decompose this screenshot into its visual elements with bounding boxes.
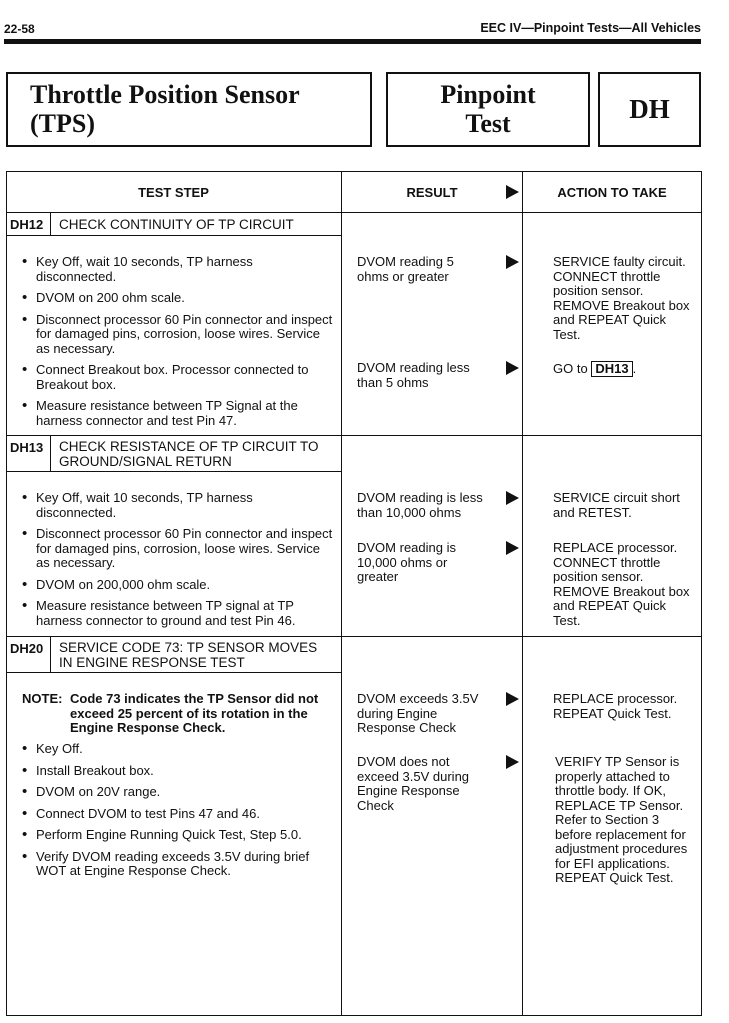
bullet-list-dh12 [22, 255, 334, 435]
bullet-item: • Disconnect processor 60 Pin connector and inspect for damaged pins, corrosion, loose wires. Service as necessary. [22, 313, 334, 357]
step-title-dh20 [59, 640, 339, 670]
arrow-icon [506, 185, 519, 199]
title-box-code: DH [598, 72, 701, 147]
bullet-item: • Perform Engine Running Quick Test, Step 5.0. [22, 828, 334, 843]
bullet-item: • Disconnect processor 60 Pin connector and inspect for damaged pins, corrosion, loose wires. Service as necessary. [22, 527, 334, 571]
col-divider-1 [341, 171, 342, 1016]
bullet-item: • Install Breakout box. [22, 764, 334, 779]
note-label: NOTE: [22, 691, 63, 706]
step-code-dh20: DH20 [10, 641, 44, 656]
step-title-rule-dh20 [6, 672, 342, 673]
arrow-icon [506, 255, 519, 269]
bullet-item: • Connect Breakout box. Processor connected to Breakout box. [22, 363, 334, 392]
goto-step-link[interactable]: DH13 [591, 361, 632, 377]
step-title-dh12 [59, 217, 339, 232]
bullet-item: • Connect DVOM to test Pins 47 and 46. [22, 807, 334, 822]
column-header-action: ACTION TO TAKE [557, 185, 667, 200]
step-code-divider-dh13 [50, 435, 51, 471]
arrow-icon [506, 491, 519, 505]
result-dh12-2: DVOM reading less than 5 ohms [357, 360, 470, 390]
result-dh20-2: DVOM does not exceed 3.5V during Engine Response Check [357, 754, 470, 813]
step-code-dh13: DH13 [10, 440, 44, 455]
arrow-icon [506, 692, 519, 706]
goto-prefix: GO to [553, 361, 588, 376]
bullet-item: • DVOM on 200 ohm scale. [22, 291, 334, 306]
step-title-line: GROUND/SIGNAL RETURN [59, 454, 232, 469]
step-title-dh13 [59, 439, 339, 469]
action-dh12-2 [553, 361, 693, 377]
step-code-divider-dh20 [50, 636, 51, 672]
pinpoint-line-1: Pinpoint [440, 80, 536, 109]
action-dh13-1: SERVICE circuit short and RETEST. [553, 490, 680, 520]
bullet-item: • Measure resistance between TP Signal at the harness connector and test Pin 47. [22, 399, 334, 428]
pinpoint-line-2: Test [465, 109, 511, 138]
header-rule [4, 39, 701, 44]
arrow-icon [506, 361, 519, 375]
step-divider-2 [6, 636, 702, 637]
result-dh20-1: DVOM exceeds 3.5V during Engine Response Check [357, 691, 479, 735]
column-header-result: RESULT [406, 185, 458, 200]
page-number: 22-58 [4, 22, 35, 36]
bullet-item: • DVOM on 20V range. [22, 785, 334, 800]
title-box-sensor [6, 72, 372, 147]
title-box-pinpoint [386, 72, 590, 147]
bullet-item: • Verify DVOM reading exceeds 3.5V during brief WOT at Engine Response Check. [22, 850, 334, 879]
goto-suffix: . [632, 361, 637, 376]
note-block [22, 692, 334, 736]
note-text: Code 73 indicates the TP Sensor did not exceed 25 percent of its rotation in the Engine Response Check. [70, 691, 319, 735]
bullet-item: • DVOM on 200,000 ohm scale. [22, 578, 334, 593]
action-dh13-2: REPLACE processor. CONNECT throttle position sensor. REMOVE Breakout box and REPEAT Quick Test. [553, 540, 690, 628]
running-head: EEC IV—Pinpoint Tests—All Vehicles [480, 21, 701, 35]
result-dh13-2: DVOM reading is 10,000 ohms or greater [357, 540, 456, 584]
step-title-line: IN ENGINE RESPONSE TEST [59, 655, 245, 670]
col-divider-2 [522, 171, 523, 1016]
bullet-item: • Measure resistance between TP signal at TP harness connector to ground and test Pin 46. [22, 599, 334, 628]
step-title-line: SERVICE CODE 73: TP SENSOR MOVES [59, 640, 318, 655]
result-dh13-1: DVOM reading is less than 10,000 ohms [357, 490, 483, 520]
step-title-rule-dh13 [6, 471, 342, 472]
step-code-dh12: DH12 [10, 217, 44, 232]
bullet-item: • Key Off. [22, 742, 334, 757]
step-title-line: CHECK RESISTANCE OF TP CIRCUIT TO [59, 439, 319, 454]
title-line-1: Throttle Position Sensor [30, 80, 300, 109]
arrow-icon [506, 755, 519, 769]
action-dh12-1: SERVICE faulty circuit. CONNECT throttle position sensor. REMOVE Breakout box and REPEAT Quick Test. [553, 254, 690, 342]
action-dh20-2: VERIFY TP Sensor is properly attached to throttle body. If OK, REPLACE TP Sensor. Refer to Section 3 before replacement for adjustment procedures for EFI applications. REPEAT Quick Test. [555, 754, 688, 885]
action-dh20-1: REPLACE processor. REPEAT Quick Test. [553, 691, 678, 721]
bullet-item: • Key Off, wait 10 seconds, TP harness disconnected. [22, 255, 334, 284]
step-title-line: CHECK CONTINUITY OF TP CIRCUIT [59, 217, 294, 232]
bullet-item: • Key Off, wait 10 seconds, TP harness disconnected. [22, 491, 334, 520]
arrow-icon [506, 541, 519, 555]
bullet-list-dh13 [22, 491, 334, 635]
result-dh12-1: DVOM reading 5 ohms or greater [357, 254, 454, 284]
step-divider-1 [6, 435, 702, 436]
step-title-rule-dh12 [6, 235, 342, 236]
title-line-2: (TPS) [30, 109, 95, 138]
step-code-divider-dh12 [50, 212, 51, 235]
header-row-divider [6, 212, 702, 213]
bullet-list-dh20 [22, 742, 334, 886]
column-header-test-step: TEST STEP [138, 185, 209, 200]
